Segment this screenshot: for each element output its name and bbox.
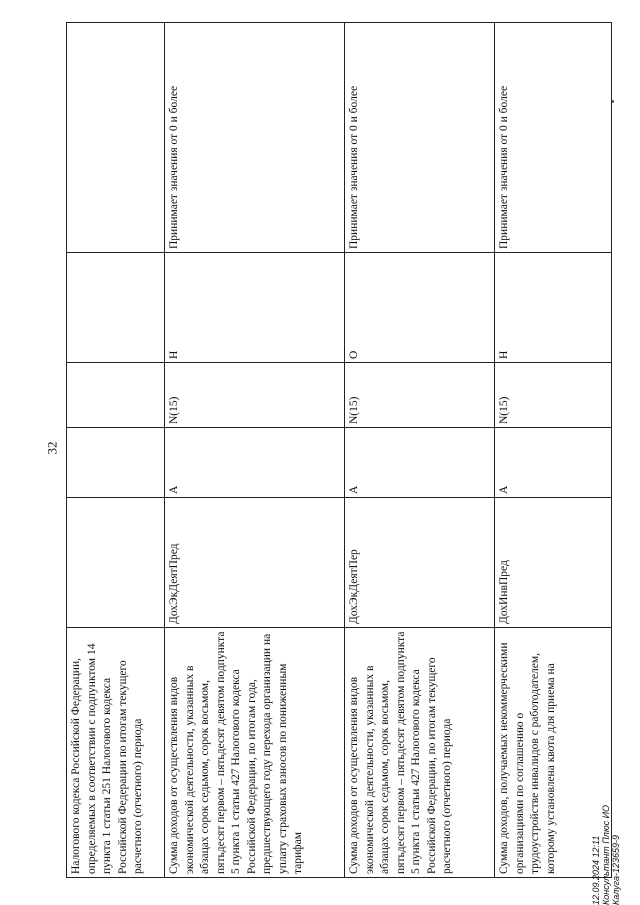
cell-type [67, 428, 165, 498]
cell-type: А [165, 428, 345, 498]
page-number: 32 [44, 441, 60, 455]
cell-notes [67, 23, 165, 253]
cell-element [67, 498, 165, 628]
scan-mark [612, 100, 614, 103]
stamp-date: 12.09.2024 12:11 [591, 835, 601, 905]
cell-element: ДохЭкДеятПер [345, 498, 495, 628]
xml-format-table [66, 22, 612, 878]
cell-type: А [495, 428, 612, 498]
cell-notes: Принимает значения от 0 и более [345, 23, 495, 253]
cell-description: Сумма доходов, получаемых некоммерческими организациями по соглашению о трудоустройстве инвалидов с работодателем, которому установлена квота для приема на [495, 628, 612, 878]
cell-format: N(15) [345, 363, 495, 428]
print-stamp [591, 765, 621, 905]
table-row [495, 23, 612, 878]
cell-description: Сумма доходов от осуществления видов экономической деятельности, указанных в абзацах сорок седьмом, сорок восьмом, пятьдесят первом – пятьдесят девятом подпункта 5 пункта 1 статьи 427 Налогового кодекса Российской Федерации, по итогам текущего расчетного (отчетного) периода [345, 628, 495, 878]
cell-format [67, 363, 165, 428]
cell-required: Н [495, 253, 612, 363]
cell-description: Налогового кодекса Российской Федерации, определяемых в соответствии с подпунктом 14 пункта 1 статьи 251 Налогового кодекса Российской Федерации по итогам текущего расчетного (отчетного) периода [67, 628, 165, 878]
cell-format: N(15) [495, 363, 612, 428]
cell-required: Н [165, 253, 345, 363]
cell-notes: Принимает значения от 0 и более [495, 23, 612, 253]
cell-notes: Принимает значения от 0 и более [165, 23, 345, 253]
rotated-table-wrapper [66, 23, 611, 878]
stamp-source: Консультант Плюс ИО Калуга-123659-9 [601, 804, 621, 905]
cell-element: ДохЭкДеятПред [165, 498, 345, 628]
cell-format: N(15) [165, 363, 345, 428]
cell-element: ДохИнвПред [495, 498, 612, 628]
cell-description: Сумма доходов от осуществления видов экономической деятельности, указанных в абзацах сорок седьмом, сорок восьмом, пятьдесят первом – пятьдесят девятом подпункта 5 пункта 1 статьи 427 Налогового кодекса Российской Федерации, по итогам года, предшествующего году перехода организации на уплату страховых взносов по пониженным тарифам [165, 628, 345, 878]
cell-required [67, 253, 165, 363]
table-row [345, 23, 495, 878]
cell-required: О [345, 253, 495, 363]
table-row [67, 23, 165, 878]
cell-type: А [345, 428, 495, 498]
table-row [165, 23, 345, 878]
